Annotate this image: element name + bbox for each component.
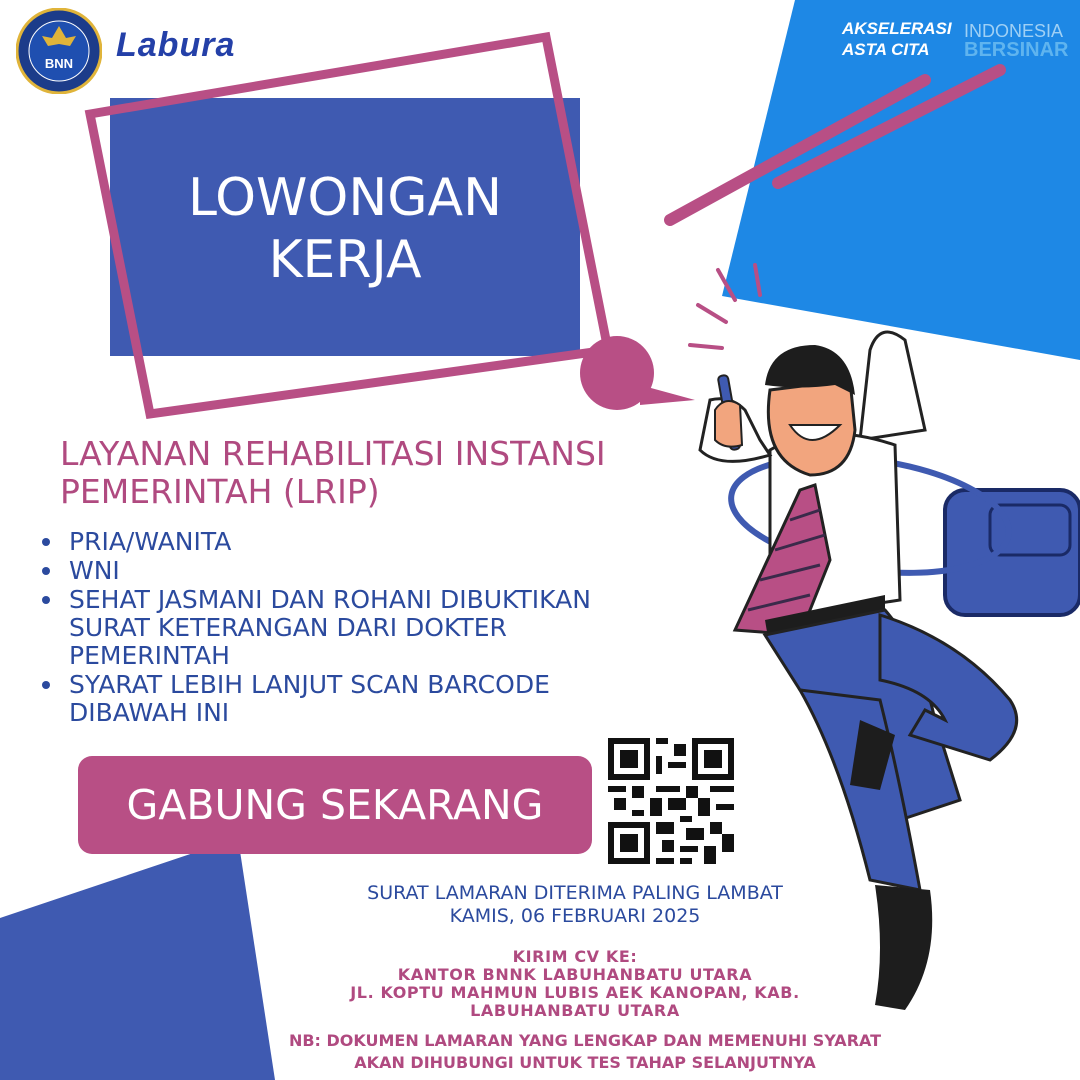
deadline-line1: SURAT LAMARAN DITERIMA PALING LAMBAT (367, 882, 783, 904)
nb-line2: AKAN DIHUBUNGI UNTUK TES TAHAP SELANJUTNYA (354, 1053, 816, 1072)
tilted-frame (90, 37, 608, 414)
list-item: SEHAT JASMANI DAN ROHANI DIBUKTIKAN SURAT KETERANGAN DARI DOKTER PEMERINTAH (40, 586, 634, 670)
bnn-logo-text: BNN (44, 56, 74, 71)
list-item: SYARAT LEBIH LANJUT SCAN BARCODE DIBAWAH INI (40, 671, 614, 727)
deadline-line2: KAMIS, 06 FEBRUARI 2025 (449, 905, 701, 927)
ib-line1: INDONESIA (964, 21, 1064, 41)
requirements-list (40, 528, 640, 728)
cv-line2: KANTOR BNNK LABUHANBATU UTARA (397, 965, 753, 984)
list-item: PRIA/WANITA (40, 528, 640, 556)
nb-line1: NB: DOKUMEN LAMARAN YANG LENGKAP DAN MEMENUHI SYARAT (288, 1031, 882, 1050)
subtitle (60, 435, 606, 511)
asta-line1: AKSELERASI (842, 19, 952, 38)
subtitle-line1: LAYANAN REHABILITASI INSTANSI (60, 434, 606, 473)
nb-note (240, 1030, 930, 1074)
cv-line3: JL. KOPTU MAHMUN LUBIS AEK KANOPAN, KAB. (350, 983, 800, 1002)
ib-line2: BERSINAR (964, 39, 1069, 61)
cv-line1: KIRIM CV KE: (512, 947, 638, 966)
title-line2: KERJA (268, 230, 422, 290)
cv-line4: LABUHANBATU UTARA (470, 1001, 680, 1020)
subtitle-line2: PEMERINTAH (LRIP) (60, 472, 380, 511)
cv-address (260, 948, 890, 1020)
labura-logo: Labura (116, 26, 236, 64)
title-line1: LOWONGAN (187, 168, 503, 228)
join-now-button[interactable]: GABUNG SEKARANG (78, 756, 592, 854)
list-item: WNI (40, 557, 640, 585)
deadline-text (300, 882, 850, 928)
asta-line2: ASTA CITA (842, 40, 930, 59)
excitement-lines-icon (690, 265, 760, 348)
